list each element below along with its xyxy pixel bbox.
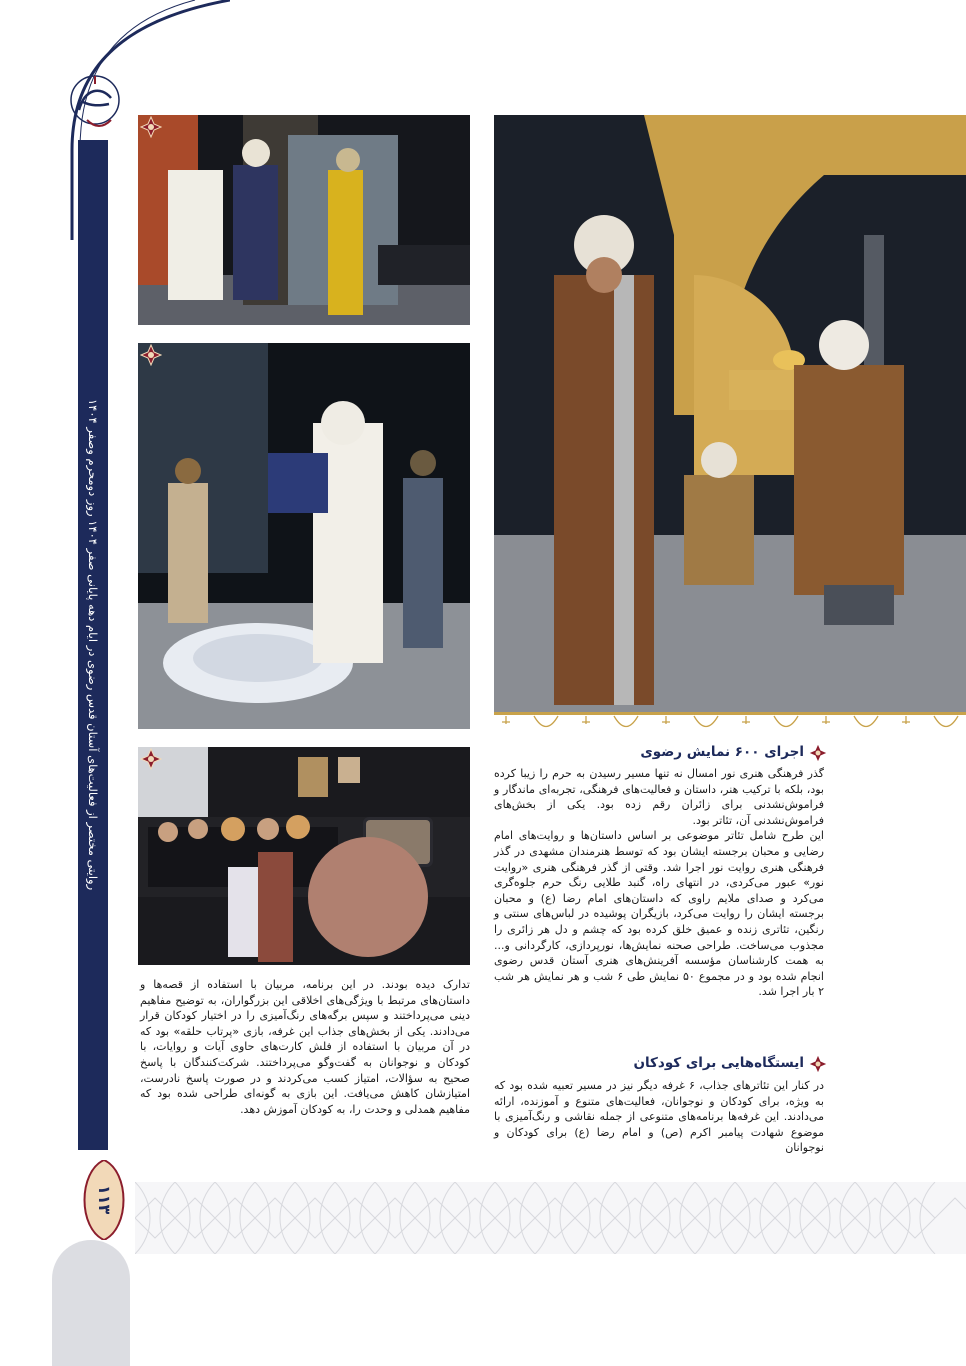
page-number: ۱۱۳	[95, 1185, 114, 1215]
maroon-flower-icon	[809, 744, 827, 762]
photo-children-booth	[138, 747, 470, 965]
photo-theater-basin-scene	[138, 343, 470, 729]
section-heading-children-stations: ایستگاه‌هایی برای کودکان	[633, 1055, 804, 1071]
geometric-pattern-band	[135, 1182, 966, 1254]
section-heading-performances: اجرای ۶۰۰ نمایش رضوی	[640, 744, 804, 760]
maroon-flower-icon	[140, 748, 162, 770]
paragraph: این طرح شامل تئاتر موضوعی بر اساس داستان‌ها و روایت‌های امام رضایی و محبان برجسته ایشان بود که توسط هنرمندان مشهدی در گذر فرهنگی هنری روایت نور اجرا شد. وقتی از گذر فرهنگی هنری «روایت نور» عبور می‌کردی، در انتهای راه، گنبد طلایی رنگ حرم جلوه‌گری می‌کرد و صدای ملایم راوی که داستان‌های امام رضا (ع) و محبان برجسته ایشان را روایت می‌کرد، بازیگران پوشیده در لباس‌های سنتی و رنگین، تئاتری زنده و عمیق خلق کرده بود که چشم و دل هر زائری را مجذوب می‌ساخت. طراحی صحنه نمایش‌ها، نورپردازی، کارگردانی و... به همت کارشناسان مؤسسه آفرینش‌های هنری آستان قدس رضوی انجام شده بود و در مجموع ۵۰ نمایش طی ۶ شب و هر نمایش هر شب ۲ بار اجرا شد.	[494, 829, 824, 999]
maroon-flower-icon	[140, 116, 162, 138]
brand-logo	[65, 70, 125, 140]
paragraph: گذر فرهنگی هنری نور امسال نه تنها مسیر رسیدن به حرم را زیبا کرده بود، بلکه با ترکیب هنر، داستان و فعالیت‌های فرهنگی، تجربه‌ای ماندگار و فراموش‌نشدنی برای زائران رقم زده بود. یکی از بخش‌های فراموش‌نشدنی آن، تئاتر بود.	[494, 767, 824, 827]
maroon-flower-icon	[809, 1055, 827, 1073]
section1-body	[494, 766, 824, 1000]
photo-theater-veiled-performers	[138, 115, 470, 325]
left-column-body: تدارک دیده بودند. در این برنامه، مربیان با استفاده از قصه‌ها و داستان‌های مرتبط با ویژگی‌های اخلاقی این بزرگواران، به توضیح مفاهیم دینی می‌پرداختند و سپس برگه‌های رنگ‌آمیزی را در اختیار کودکان قرار می‌دادند. یکی از بخش‌های جذاب این غرفه، بازی «پرتاب حلقه» بود که در آن مربیان با استفاده از فلش کارت‌های حاوی آیات و روایات، با کودکان و نوجوانان به گفت‌وگو می‌پرداختند. شرکت‌کنندگان با پاسخ صحیح به سؤالات، امتیاز کسب می‌کردند و در صورت پاسخ نادرست، امتیازشان کاهش می‌یافت. این بازی به گونه‌ای طراحی شده بود که مفاهیم همدلی و وحدت را، به کودکان آموزش دهد.	[140, 978, 470, 1116]
sidebar-running-title: روایتی مختصر از فعالیت‌های آستان قدس رضوی در ایام دهه پایانی صفر ۱۴۰۴ روز دومحرم وصفر ۱۴۰۴	[86, 399, 100, 891]
photo-theater-courtyard	[494, 115, 966, 712]
ornament-divider	[494, 712, 966, 734]
section2-body: در کنار این تئاترهای جذاب، ۶ غرفه دیگر نیز در مسیر تعبیه شده بود که به ویژه، برای کودکان و نوجوانان، فعالیت‌های متنوع و آموزنده، ارائه می‌دادند. این غرفه‌ها برنامه‌های متنوعی از جمله نقاشی و رنگ‌آمیزی با موضوع شهادت پیامبر اکرم (ص) و امام رضا (ع) برای کودکان و نوجوانان	[494, 1079, 824, 1155]
sidebar-lower-panel	[52, 1240, 130, 1366]
maroon-flower-icon	[140, 344, 162, 366]
